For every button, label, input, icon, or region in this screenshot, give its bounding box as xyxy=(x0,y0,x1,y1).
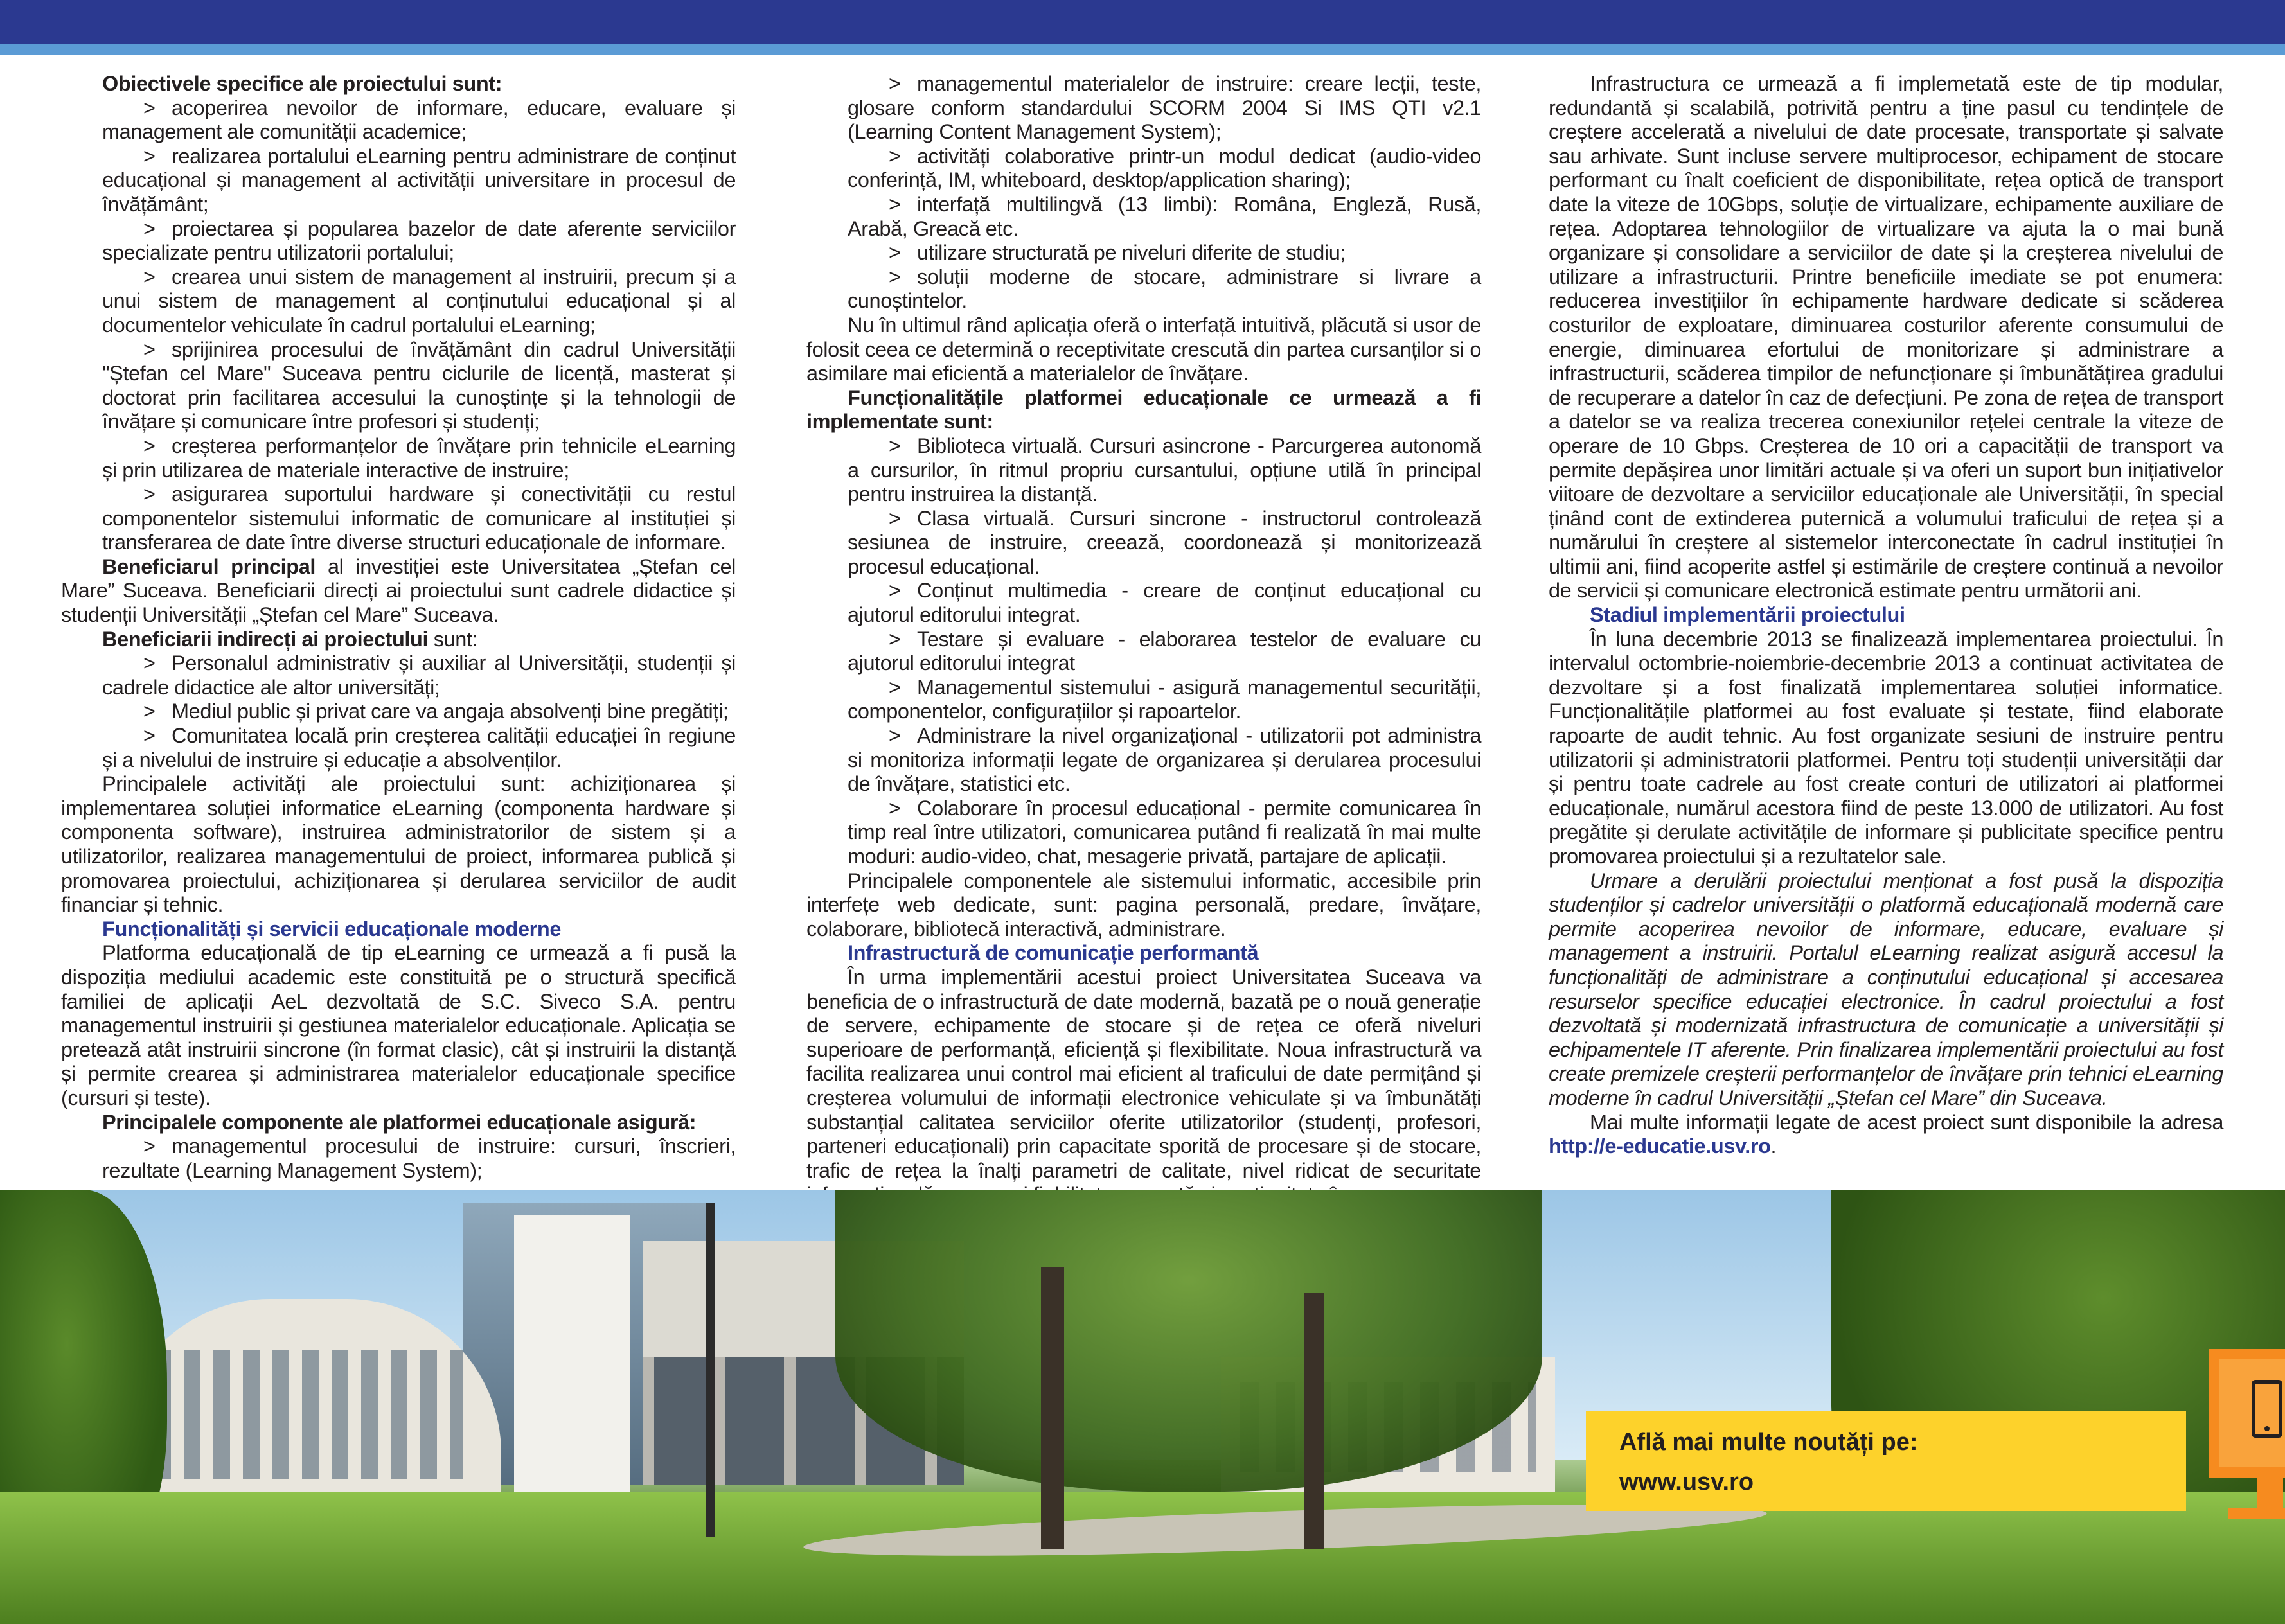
lawn xyxy=(0,1492,2285,1624)
rotunda-windows xyxy=(154,1350,463,1479)
infrastructure-heading: Infrastructură de comunicație performantă xyxy=(848,941,1259,965)
list-item: > activități colaborative printr-un modul dedicat (audio-video conferință, IM, whiteboard, desktop/application sharing); xyxy=(806,145,1481,193)
beneficiary-principal-paragraph: Beneficiarul principal al investiției este Universitatea „Ștefan cel Mare” Suceava. Beneficiarii direcți ai proiectului sunt cadrele didactice și studenții Universității „Ștefan cel Mare” Suceava. xyxy=(61,554,736,627)
modular-infrastructure-paragraph: Infrastructura ce urmează a fi implemetată este de tip modular, redundantă și scalabilă, potrivită pentru a ține pasul cu tendințele de creștere accelerată a nivelului de date procesate, transportate și salvate sau arhivate. Sunt incluse servere multiprocesor, echipament de stocare performant cu înalt coeficient de disponibilitate, rețea optică de transport date la viteze de 10Gbps, soluție de virtualizare, echipamente auxiliare de rețea. Adoptarea tehnologiilor de virtualizare va ajuta la o mai bună organizare și consolidare a serviciilor de date și la creșterea nivelului de utilizare a infrastructurii. Printre beneficiile imediate se pot enumera: reducerea investițiilor în echipamente hardware dedicate si scăderea costurilor de exploatare, diminuarea costurilor aferente consumului de energie, diminuarea efortului de monitorizare și administrare a infrastructurii, scăderea timpilor de nefuncționare și îmbunătățirea gradului de recuperare a datelor în caz de defecțiuni. Pe zona de rețea de transport a datelor se va realiza trecerea conexiunilor rețelei centrale la viteze de operare de 10 Gbps. Creșterea de 10 ori a capacității de transport va permite depășirea unor limitări actuale și va oferi un suport bun inițiativelor viitoare de dezvoltare a serviciilor educaționale ale Universității, în special ținând cont de extinderea puternică a volumului traficului de rețea și a numărului în creștere al sistemelor interconectate în cadrul instituției în ultimii ani, fiind acoperite astfel și estimările de creștere continuă a nevoilor de servicii și comunicare electronică estimate pentru următorii ani. xyxy=(1549,72,2223,603)
components-list xyxy=(806,72,1481,313)
list-item: > Managementul sistemului - asigură managementul securității, componentelor, configurațiilor și rapoartelor. xyxy=(806,676,1481,724)
list-item: > Comunitatea locală prin creșterea calității educației în regiune și a nivelului de instruire și educație a absolvenților. xyxy=(61,724,736,772)
banner-text: Află mai multe noutăți pe: xyxy=(1619,1429,1918,1456)
smartphone-icon xyxy=(2252,1380,2282,1438)
more-info-paragraph: Mai multe informații legate de acest proiect sunt disponibile la adresa http://e-educatie.usv.ro. xyxy=(1549,1110,2223,1158)
list-item: > soluții moderne de stocare, administrare si livrare a cunoștintelor. xyxy=(806,265,1481,313)
column-2 xyxy=(806,72,1481,1207)
objectives-list xyxy=(61,96,736,555)
list-item: > Colaborare în procesul educațional - permite comunicarea în timp real între utilizatori, comunicarea putând fi realizată în mai multe moduri: audio-video, chat, mesagerie privată, partajare de aplicații. xyxy=(806,797,1481,869)
list-item: > crearea unui sistem de management al instruirii, precum și a unui sistem de management al conținutului educațional și al documentelor vehiculate în cadrul portalului eLearning; xyxy=(61,265,736,338)
list-item: > Personalul administrativ și auxiliar al Universității, studenții și cadrele didactice ale altor universități; xyxy=(61,651,736,700)
project-link[interactable]: http://e-educatie.usv.ro xyxy=(1549,1134,1771,1158)
functionalities-heading: Funcționalități și servicii educaționale moderne xyxy=(102,917,562,940)
website-link[interactable]: www.usv.ro xyxy=(1619,1469,1754,1496)
infrastructure-paragraph: În urma implementării acestui proiect Universitatea Suceava va beneficia de o infrastructură de date modernă, bazată pe o nouă generație de servere, echipamente de stocare și de rețea ce oferă niveluri superioare de performanță, eficiență și flexibilitate. Noua infrastructură va facilita realizarea unui control mai eficient al traficului de date permițând și creșterea volumului de informații electronice vehiculate și va îmbunătăți substanțial calitatea serviciilor oferite utilizatorilor (studenți, profesori, parteneri educaționali) prin capacitate sporită de procesare și de stocare, trafic de rețea la înalți parametri de calitate, nivel ridicat de securitate xyxy=(806,965,1481,1182)
list-item: > creșterea performanțelor de învățare prin tehnicile eLearning și prin utilizarea de materiale interactive de instruire; xyxy=(61,434,736,482)
list-item: > interfață multilingvă (13 limbi): Româna, Engleză, Rusă, Arabă, Greacă etc. xyxy=(806,193,1481,241)
implementation-status-heading: Stadiul implementării proiectului xyxy=(1590,603,1905,627)
platform-functionalities-heading: Funcționalitățile platformei educaționale ce urmează a fi implementate sunt: xyxy=(806,385,1481,434)
street-lamp xyxy=(706,1203,715,1537)
column-3 xyxy=(1549,72,2223,1159)
list-item: > Testare și evaluare - elaborarea testelor de evaluare cu ajutorul editorului integrat xyxy=(806,628,1481,676)
list-item: > Conținut multimedia - creare de conținut educațional cu ajutorul editorului integrat. xyxy=(806,579,1481,627)
list-item: > managementul materialelor de instruire: creare lecții, teste, glosare conform standardului SCORM 2004 Si IMS QTI v2.1 (Learning Content Management System); xyxy=(806,72,1481,145)
platform-functionalities-list xyxy=(806,434,1481,869)
beneficiary-indirect-paragraph: Beneficiarii indirecți ai proiectului sunt: xyxy=(102,627,478,651)
list-item: > Biblioteca virtuală. Cursuri asincrone - Parcurgerea autonomă a cursurilor, în ritmul propriu cursantului, opțiune utilă în principal pentru instruirea la distanță. xyxy=(806,434,1481,507)
list-item: > Mediul public și privat care va angaja absolvenți bine pregătiți; xyxy=(61,700,736,724)
tree-trunk xyxy=(1304,1293,1324,1549)
functionalities-paragraph: Platforma educațională de tip eLearning ce urmează a fi pusă la dispoziția mediului academic este constituită pe o structură specifică familiei de aplicații AeL dezvoltată de S.C. Siveco S.A. pentru managementul instruirii și gestiunea materialelor educaționale. Aplicația se pretează atât instruirii sincrone (în format clasic), cât și instruirii la distanță și permite crearea și administrarea materialelor educaționale specifice (cursuri și teste). xyxy=(61,941,736,1109)
news-banner[interactable] xyxy=(1586,1411,2186,1511)
system-components-paragraph: Principalele componentele ale sistemului informatic, accesibile prin interfețe web dedicate, sunt: pagina personală, predare, învățare, colaborare, bibliotecă interactivă, administrare. xyxy=(806,869,1481,940)
components-heading: Principalele componente ale platformei educaționale asigură: xyxy=(102,1110,697,1134)
header-bar xyxy=(0,0,2285,44)
tree-trunk xyxy=(1041,1267,1064,1549)
campus-photo xyxy=(0,1190,2285,1624)
objectives-heading: Obiectivele specifice ale proiectului sunt: xyxy=(102,72,502,95)
list-item: > utilizare structurată pe niveluri diferite de studiu; xyxy=(806,241,1481,265)
central-trees xyxy=(835,1190,1542,1492)
interface-paragraph: Nu în ultimul rând aplicația oferă o interfață intuitivă, plăcută si usor de folosit ceea ce determină o receptivitate crescută din partea cursanților si o asimilare mai eficientă a materialelor de învățare. xyxy=(806,313,1481,385)
column-1 xyxy=(61,72,736,1183)
list-item: > managementul procesului de instruire: cursuri, înscrieri, rezultate (Learning Management System); xyxy=(61,1134,736,1183)
conclusion-paragraph: Urmare a derulării proiectului menționat a fost pusă la dispoziția studenților și cadrelor universității o platformă educațională modernă care permite acoperirea nevoilor de informare, educare, evaluare și management a instruirii. Portalul eLearning realizat asigură accesul la funcționalități de administrare a conținutului educațional și accesarea resurselor specifice educației electronice. În cadrul proiectului a fost dezvoltată și modernizată infrastructura de comunicație a universității și echipamentele IT aferente. Prin finalizarea implementării proiectului au fost create premizele creșterii performanțelor de învățare prin tehnici eLearning moderne în cadrul Universității „Ștefan cel Mare” din Suceava. xyxy=(1549,869,2223,1109)
implementation-status-paragraph: În luna decembrie 2013 se finalizează implementarea proiectului. În intervalul octombrie-noiembrie-decembrie 2013 a continuat activitatea de dezvoltare și a fost finalizată implementarea soluției informatice. Funcționalitățile platformei au fost evaluate și testate, fiind elaborate rapoarte de audit tehnic. Au fost organizate sesiuni de instruire pentru utilizatorii și administratorii platformei. Pentru toți studenții universității dar și pentru toate cadrele au fost create conturi de utilizatori ai platformei educaționale, numărul acestora fiind de peste 13.000 de utilizatori. Au fost pregătite și derulate activitățile de informare și publicitate specifice pentru promovarea proiectului și a rezultatelor sale. xyxy=(1549,627,2223,868)
list-item: > acoperirea nevoilor de informare, educare, evaluare și management ale comunității academice; xyxy=(61,96,736,145)
list-item: > asigurarea suportului hardware și conectivității cu restul componentelor sistemului informatic de comunicare al instituției și transferarea de date între diverse structuri educaționale de informare. xyxy=(61,482,736,555)
building-tower xyxy=(514,1215,630,1537)
header-accent-bar xyxy=(0,44,2285,55)
activities-paragraph: Principalele activități ale proiectului sunt: achiziționarea și implementarea soluției informatice eLearning (componenta hardware și componenta software), instruirea administratorilor de sistem și a utilizatorilor, realizarea managementului de proiect, informarea publică și promovarea proiectului, achiziționarea și derularea serviciilor de audit financiar și tehnic. xyxy=(61,772,736,917)
list-item: > sprijinirea procesului de învățământ din cadrul Universității "Ștefan cel Mare" Suceava pentru ciclurile de licență, masterat și doctorat prin facilitarea accesului la cunoștințe și la tehnologii de învățare și comunicare între profesori și studenți; xyxy=(61,338,736,434)
beneficiaries-list xyxy=(61,651,736,772)
list-item: > realizarea portalului eLearning pentru administrare de conținut educațional și management al activității universitare in procesul de învățământ; xyxy=(61,145,736,217)
monitor-icon xyxy=(2209,1349,2285,1522)
list-item: > proiectarea și popularea bazelor de date aferente serviciilor specializate pentru utilizatorii portalului; xyxy=(61,217,736,265)
list-item: > Administrare la nivel organizațional - utilizatorii pot administra si monitoriza informații legate de organizarea și derularea procesului de învățare, statistici etc. xyxy=(806,724,1481,797)
list-item: > Clasa virtuală. Cursuri sincrone - instructorul controlează sesiunea de instruire, creează, coordonează și monitorizează procesul educațional. xyxy=(806,507,1481,579)
